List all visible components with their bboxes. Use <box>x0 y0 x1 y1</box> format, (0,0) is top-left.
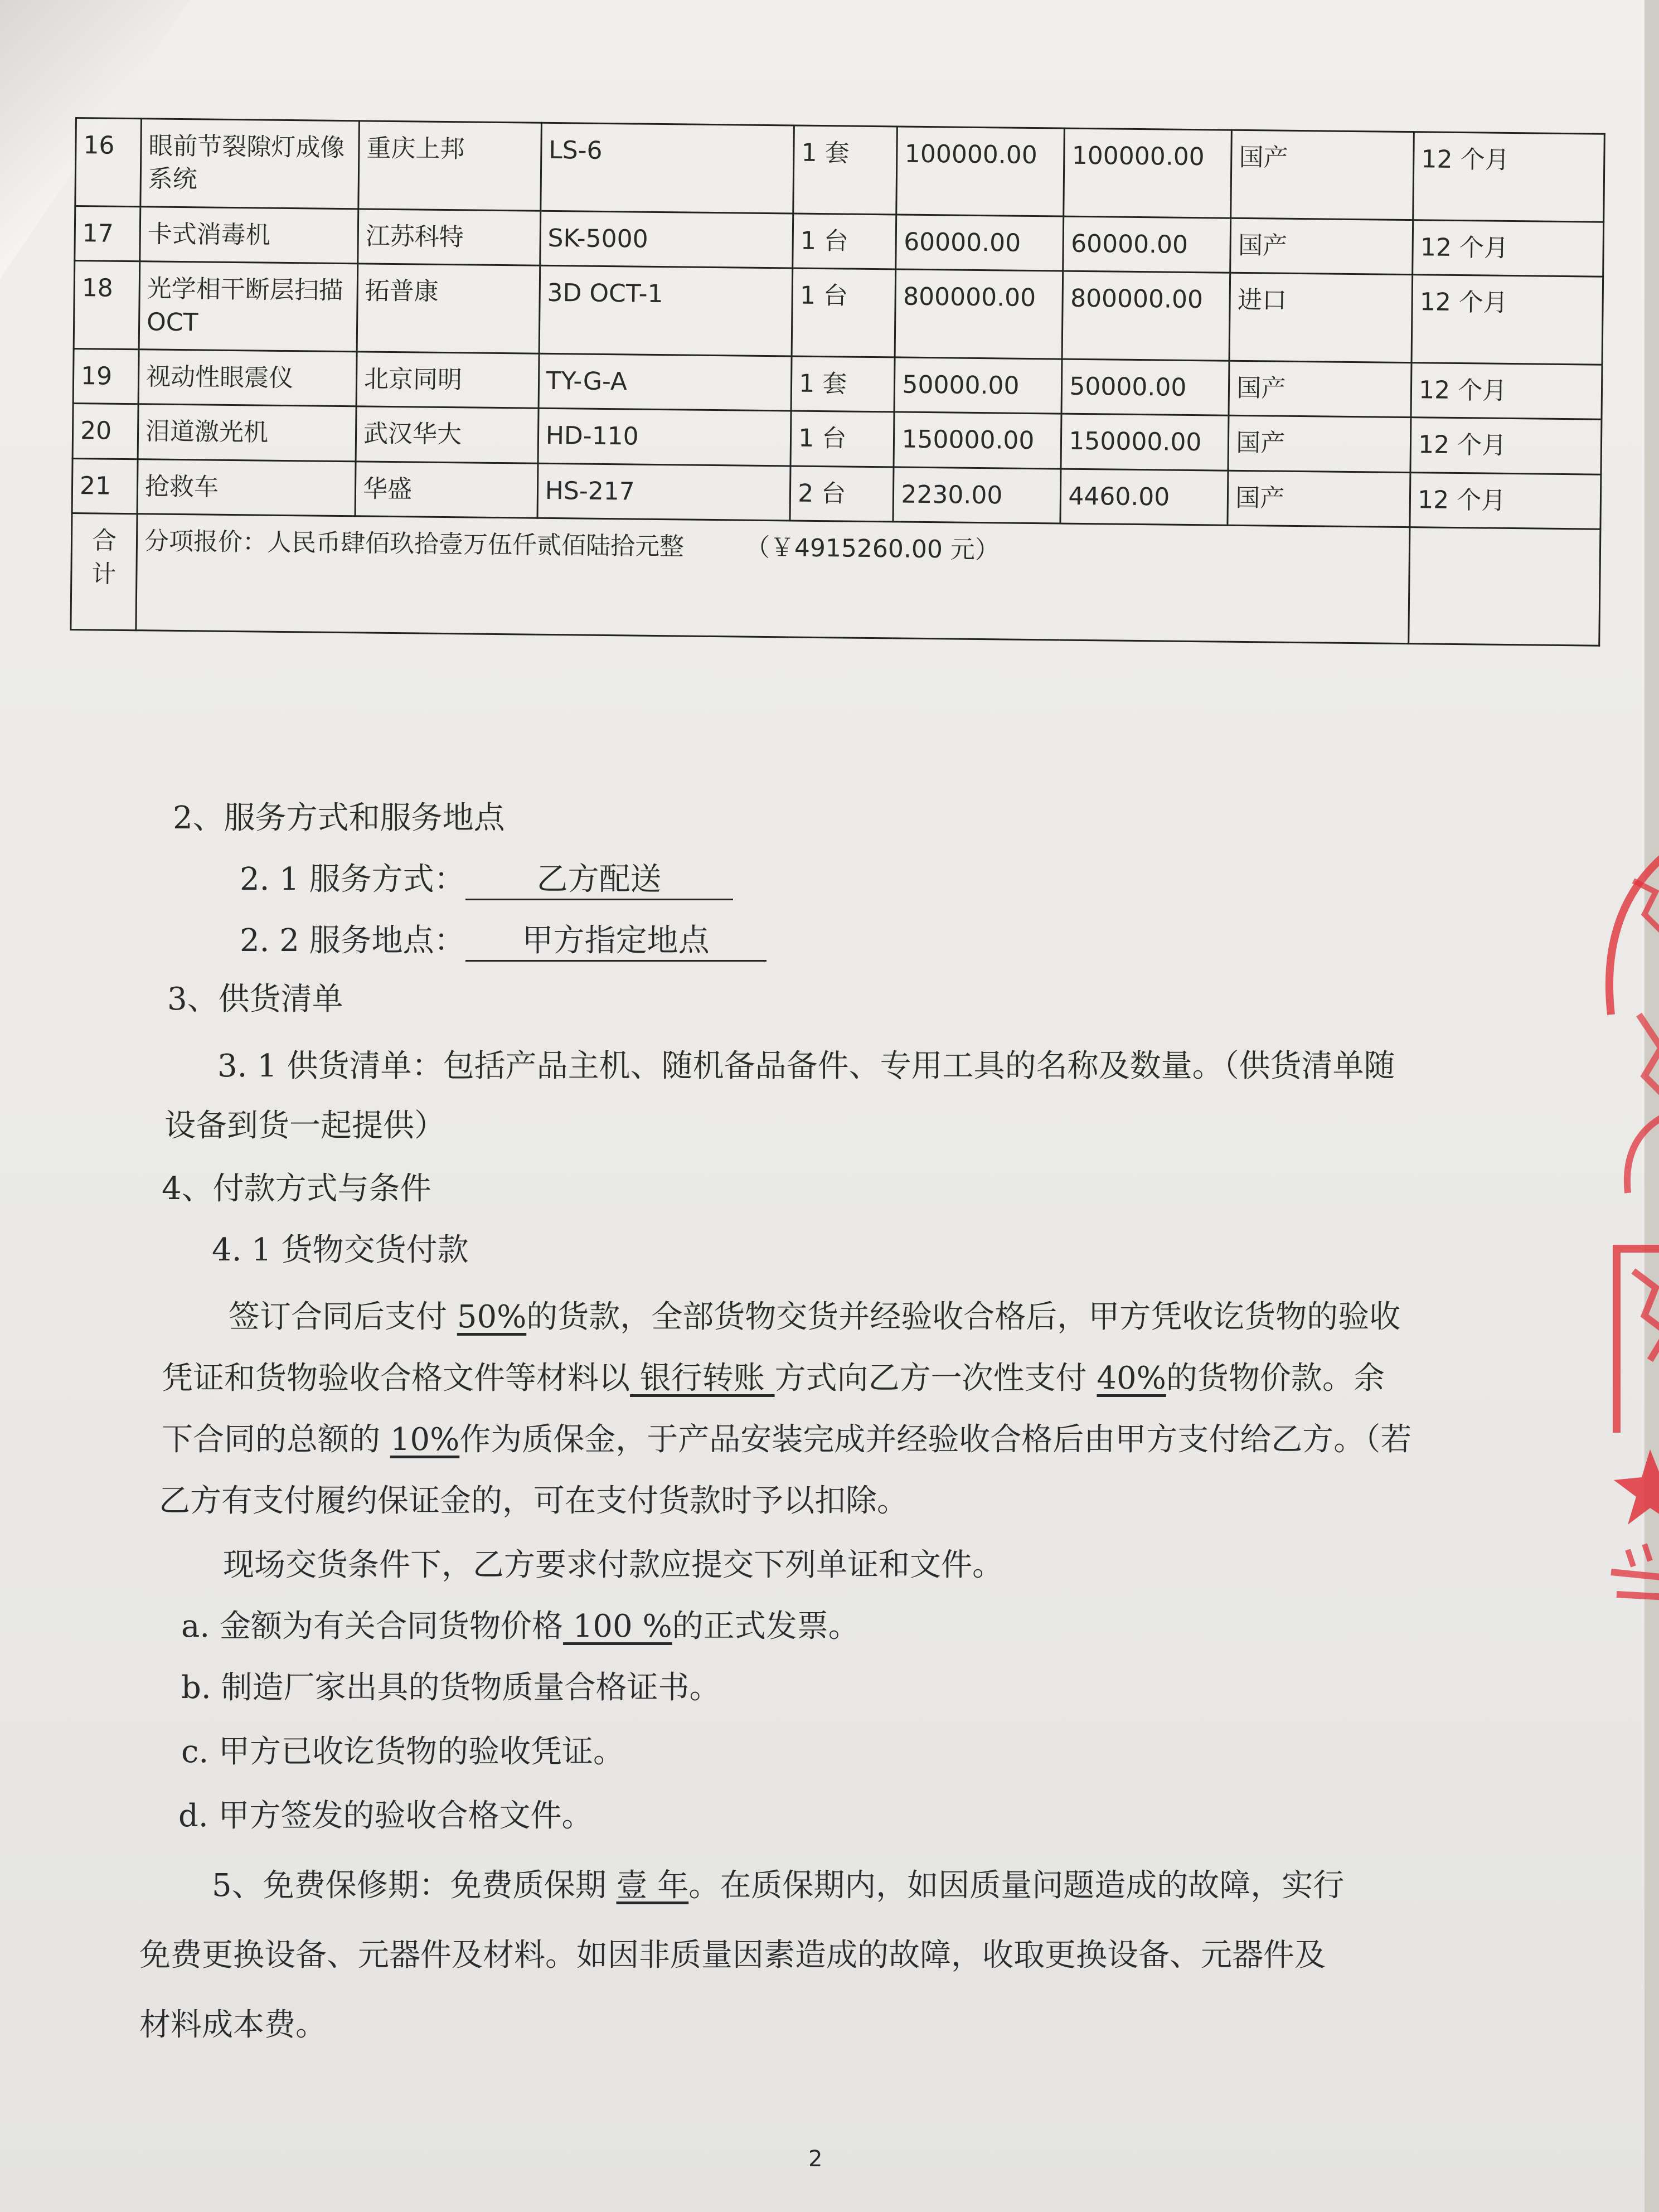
total-label-1: 合 <box>91 526 117 555</box>
cell-origin: 国产 <box>1228 416 1411 473</box>
documents-intro: 现场交货条件下，乙方要求付款应提交下列单证和文件。 <box>223 1547 1003 1583</box>
cell-origin: 进口 <box>1229 273 1413 362</box>
cell-price: 800000.00 <box>895 269 1064 359</box>
cell-warranty: 12 个月 <box>1410 472 1601 529</box>
service-method-line <box>240 861 733 900</box>
payment-text: 的货物价款。余 <box>1166 1360 1385 1396</box>
cell-brand: 江苏科特 <box>358 209 541 266</box>
supply-list-line-2: 设备到货一起提供） <box>164 1108 445 1144</box>
service-location-line <box>240 925 767 962</box>
cell-name: 光学相干断层扫描 OCT <box>139 261 358 352</box>
cell-no: 19 <box>73 348 139 404</box>
cell-brand: 北京同明 <box>356 352 539 409</box>
payment-paragraph-line-2 <box>162 1360 1385 1396</box>
warranty-line-3: 材料成本费。 <box>139 2007 327 2043</box>
payment-paragraph-line-3 <box>162 1424 1411 1456</box>
document-item-a <box>181 1608 860 1645</box>
cell-total: 800000.00 <box>1062 271 1230 361</box>
quotation-table <box>70 117 1605 647</box>
cell-no: 20 <box>72 404 138 459</box>
payment-paragraph-line-4: 乙方有支付履约保证金的，可在支付货款时予以扣除。 <box>159 1483 908 1519</box>
document-item-b: b. 制造厂家出具的货物质量合格证书。 <box>181 1670 721 1706</box>
cell-warranty: 12 个月 <box>1411 363 1602 420</box>
service-method-label: 2. 1 服务方式： <box>240 861 465 898</box>
cell-qty: 1 套 <box>791 356 895 412</box>
cell-model: LS-6 <box>541 123 794 214</box>
payment-text: 下合同的总额的 <box>162 1422 390 1458</box>
cell-no: 17 <box>75 206 140 261</box>
cell-origin: 国产 <box>1228 470 1410 527</box>
section-4-title: 4、付款方式与条件 <box>162 1171 431 1207</box>
total-text-cell <box>136 514 1410 644</box>
table-total-row <box>71 513 1600 646</box>
cell-total: 50000.00 <box>1061 359 1229 416</box>
payment-paragraph-line-1 <box>229 1299 1401 1335</box>
cell-qty: 1 台 <box>793 214 896 269</box>
cell-no: 18 <box>74 261 140 350</box>
section-4-1-title: 4. 1 货物交货付款 <box>212 1232 469 1268</box>
section-2-title: 2、服务方式和服务地点 <box>173 800 505 836</box>
cell-no: 21 <box>72 458 138 514</box>
service-location-label: 2. 2 服务地点： <box>240 923 465 959</box>
cell-total: 150000.00 <box>1061 414 1229 470</box>
warranty-line-1 <box>212 1867 1345 1904</box>
cell-brand: 拓普康 <box>357 264 540 353</box>
cell-name: 眼前节裂隙灯成像系统 <box>140 119 360 209</box>
invoice-percent: 100 % <box>563 1608 672 1645</box>
warranty-period: 壹 年 <box>616 1867 689 1904</box>
cell-model: SK-5000 <box>540 211 793 268</box>
cell-model: 3D OCT-1 <box>539 265 793 356</box>
page-number: 2 <box>808 2146 823 2172</box>
section-3-title: 3、供货清单 <box>167 981 343 1017</box>
supply-list-line-1: 3. 1 供货清单：包括产品主机、随机备品备件、专用工具的名称及数量。（供货清单随 <box>217 1048 1395 1084</box>
cell-origin: 国产 <box>1229 361 1411 418</box>
cell-name: 卡式消毒机 <box>140 207 358 264</box>
cell-model: HS-217 <box>537 463 790 521</box>
cell-price: 50000.00 <box>895 357 1063 414</box>
cell-price: 60000.00 <box>896 215 1064 271</box>
cell-warranty: 12 个月 <box>1413 220 1604 276</box>
cell-qty: 1 套 <box>793 125 898 215</box>
warranty-text: 。在质保期内，如因质量问题造成的故障，实行 <box>688 1867 1345 1904</box>
cell-brand: 武汉华大 <box>356 406 539 463</box>
cell-origin: 国产 <box>1230 218 1413 275</box>
cell-qty: 1 台 <box>792 268 896 357</box>
payment-text: 方式向乙方一次性支付 <box>774 1360 1097 1396</box>
cell-brand: 华盛 <box>355 462 538 518</box>
cell-price: 2230.00 <box>893 467 1061 524</box>
payment-text: 签订合同后支付 <box>229 1299 457 1335</box>
warranty-text: 5、免费保修期：免费质保期 <box>212 1867 617 1904</box>
total-text: 分项报价：人民币肆佰玖拾壹万伍仟贰佰陆拾元整 <box>144 527 685 561</box>
cell-qty: 1 台 <box>790 411 894 467</box>
cell-name: 泪道激光机 <box>138 404 356 461</box>
total-label-cell <box>71 513 137 630</box>
payment-percent-40: 40% <box>1097 1360 1166 1396</box>
warranty-line-2: 免费更换设备、元器件及材料。如因非质量因素造成的故障，收取更换设备、元器件及 <box>139 1937 1326 1973</box>
cell-model: HD-110 <box>538 409 791 466</box>
total-label-2: 计 <box>91 559 117 589</box>
cell-qty: 2 台 <box>790 466 894 522</box>
red-seal-stamp <box>1578 847 1659 1656</box>
cell-model: TY-G-A <box>539 353 792 411</box>
cell-origin: 国产 <box>1231 130 1414 220</box>
table-row <box>75 118 1605 222</box>
cell-brand: 重庆上邦 <box>358 121 542 211</box>
document-item-text: a. 金额为有关合同货物价格 <box>181 1608 563 1645</box>
cell-warranty: 12 个月 <box>1411 275 1603 365</box>
cell-name: 抢救车 <box>137 459 356 516</box>
service-location-value: 甲方指定地点 <box>465 925 767 962</box>
cell-total: 4460.00 <box>1060 469 1228 526</box>
cell-warranty: 12 个月 <box>1413 132 1604 222</box>
cell-total: 100000.00 <box>1064 128 1232 218</box>
cell-total: 60000.00 <box>1063 216 1231 273</box>
payment-method: 银行转账 <box>630 1360 775 1396</box>
cell-warranty: 12 个月 <box>1410 418 1602 474</box>
document-item-c: c. 甲方已收讫货物的验收凭证。 <box>181 1734 624 1770</box>
payment-text: 的货款，全部货物交货并经验收合格后，甲方凭收讫货物的验收 <box>526 1299 1401 1335</box>
payment-text: 凭证和货物验收合格文件等材料以 <box>162 1360 630 1396</box>
payment-percent-50: 50% <box>457 1299 527 1335</box>
cell-price: 100000.00 <box>896 127 1065 216</box>
document-item-d: d. 甲方签发的验收合格文件。 <box>178 1798 593 1834</box>
table-row <box>74 261 1603 365</box>
total-empty-cell <box>1409 527 1600 646</box>
payment-percent-10: 10% <box>390 1422 460 1458</box>
cell-name: 视动性眼震仪 <box>138 350 357 406</box>
service-method-value: 乙方配送 <box>465 864 733 900</box>
payment-text: 作为质保金，于产品安装完成并经验收合格后由甲方支付给乙方。（若 <box>459 1422 1412 1458</box>
total-amount: （￥4915260.00 元） <box>745 533 1000 565</box>
document-item-text: 的正式发票。 <box>672 1608 860 1645</box>
cell-price: 150000.00 <box>894 412 1061 469</box>
cell-no: 16 <box>75 118 142 207</box>
